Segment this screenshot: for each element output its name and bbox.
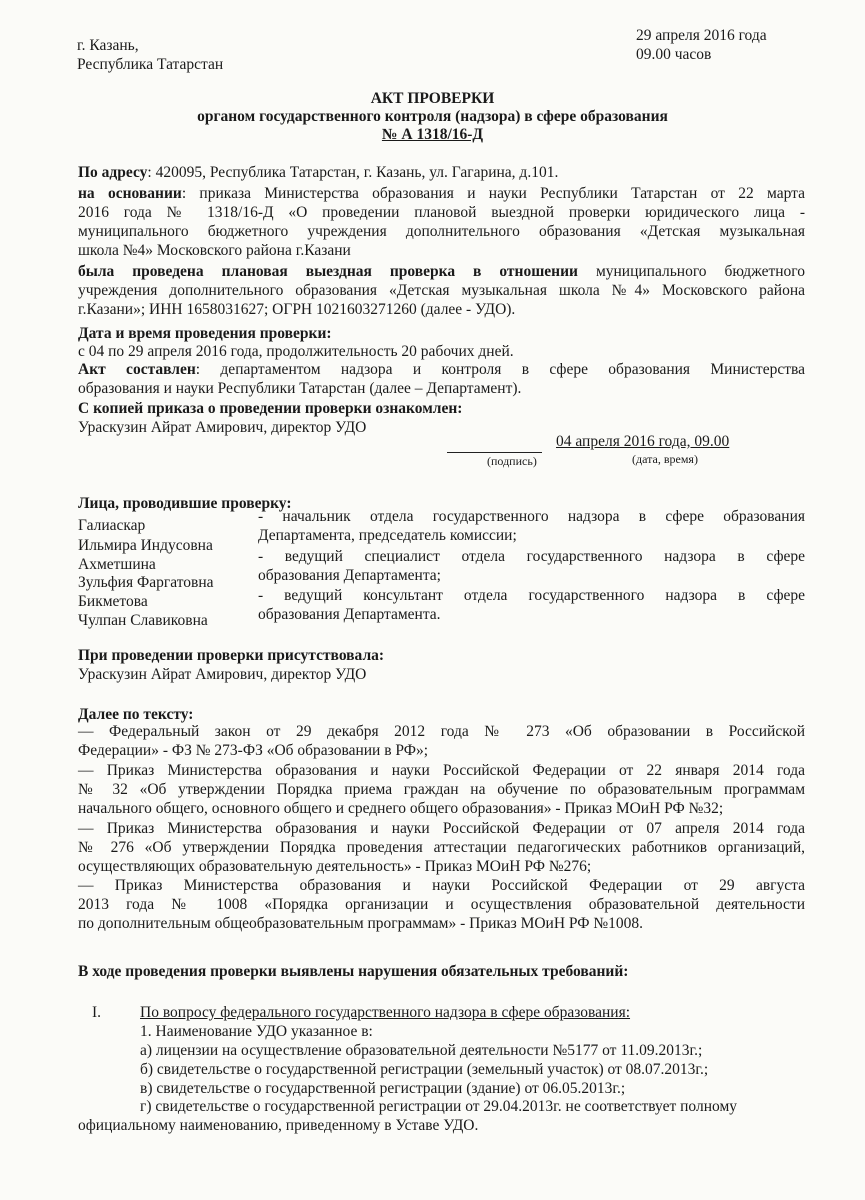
header-time: 09.00 часов bbox=[636, 46, 712, 63]
inspection-line: муниципального бюджетного bbox=[577, 263, 806, 280]
further-line: начального общего, основного общего и среднего общего образования» - Приказ МОиН РФ №32; bbox=[78, 800, 724, 817]
present-person: Ураскузин Айрат Амирович, директор УДО bbox=[78, 666, 367, 683]
further-line: — Приказ Министерства образования и науки Российской Федерации от 07 апреля 2014 года bbox=[78, 820, 805, 837]
present-label: При проведении проверки присутствовала: bbox=[78, 647, 385, 664]
inspector-role: образования Департамента. bbox=[258, 606, 441, 623]
act-label: Акт составлен bbox=[78, 361, 196, 378]
further-item bbox=[78, 722, 805, 760]
further-line: по дополнительным общеобразовательным программам» - Приказ МОиН РФ №1008. bbox=[78, 915, 644, 932]
further-line: № 276 «Об утверждении Порядка проведения аттестации педагогических работников организаций, bbox=[78, 839, 805, 856]
inspector-role: - ведущий консультант отдела государственного надзора в сфере bbox=[258, 587, 805, 604]
inspection-line: учреждения дополнительного образования «Детская музыкальная школа №4» Московского района bbox=[78, 282, 805, 299]
item-title: 1. Наименование УДО указанное в: bbox=[140, 1023, 373, 1040]
further-line: — Приказ Министерства образования и науки Российской Федерации от 22 января 2014 года bbox=[78, 762, 805, 779]
address-label: По адресу bbox=[78, 164, 148, 181]
doc-subtitle: органом государственного контроля (надзора) в сфере образования bbox=[197, 108, 668, 125]
address-line bbox=[78, 163, 558, 182]
violation-a: а) лицензии на осуществление образовательной деятельности №5177 от 11.09.2013г.; bbox=[140, 1042, 703, 1059]
further-line: № 32 «Об утверждении Порядка приема граждан на обучение по образовательным программам bbox=[78, 781, 805, 798]
familiarized-person: Ураскузин Айрат Амирович, директор УДО bbox=[78, 419, 367, 436]
inspector-role: Департамента, председатель комиссии; bbox=[258, 527, 517, 544]
further-item bbox=[78, 876, 805, 933]
familiarized-label: С копией приказа о проведении проверки ознакомлен: bbox=[78, 400, 463, 417]
inspector-role: образования Департамента; bbox=[258, 567, 441, 584]
inspectors-label: Лица, проводившие проверку: bbox=[78, 495, 292, 512]
basis-line: 2016 года № 1318/16-Д «О проведении плановой выездной проверки юридического лица - bbox=[78, 204, 805, 221]
section-number: I. bbox=[92, 1004, 102, 1021]
further-line: Федерации» - ФЗ № 273-ФЗ «Об образовании в РФ»; bbox=[78, 742, 429, 759]
further-line: — Приказ Министерства образования и науки Российской Федерации от 29 августа bbox=[78, 877, 805, 894]
basis-label: на основании bbox=[78, 185, 182, 202]
inspector-role: - начальник отдела государственного надзора в сфере образования bbox=[258, 508, 805, 525]
signature-caption: (подпись) bbox=[487, 454, 537, 468]
inspector-name: Чулпан Славиковна bbox=[78, 612, 208, 629]
inspector-name: Галиаскар bbox=[78, 517, 146, 534]
doc-title: АКТ ПРОВЕРКИ bbox=[370, 90, 495, 107]
violation-d-cont: официальному наименованию, приведенному в Уставе УДО. bbox=[78, 1117, 479, 1134]
inspector-name: Зульфия Фаргатовна bbox=[78, 574, 214, 591]
basis-block bbox=[78, 184, 805, 260]
signature-line bbox=[447, 452, 542, 453]
basis-line: : приказа Министерства образования и науки Республики Татарстан от 22 марта bbox=[181, 185, 805, 202]
address-value: : 420095, Республика Татарстан, г. Казань, ул. Гагарина, д.101. bbox=[147, 164, 559, 181]
act-line: образования и науки Республики Татарстан (далее – Департамент). bbox=[78, 380, 522, 397]
inspector-name: Ильмира Индусовна bbox=[78, 537, 213, 554]
doc-number: № А 1318/16-Д bbox=[381, 126, 484, 143]
violations-label: В ходе проведения проверки выявлены нарушения обязательных требований: bbox=[78, 963, 629, 980]
act-block bbox=[78, 360, 805, 398]
further-line: осуществляющих образовательную деятельность» - Приказ МОиН РФ №276; bbox=[78, 858, 592, 875]
signed-date: 04 апреля 2016 года, 09.00 bbox=[556, 433, 730, 450]
inspector-role: - ведущий специалист отдела государственного надзора в сфере bbox=[258, 548, 805, 565]
datetime-value: с 04 по 29 апреля 2016 года, продолжительность 20 рабочих дней. bbox=[78, 343, 514, 360]
further-line: — Федеральный закон от 29 декабря 2012 года № 273 «Об образовании в Российской bbox=[78, 723, 805, 740]
date-caption: (дата, время) bbox=[632, 452, 698, 466]
further-label: Далее по тексту: bbox=[78, 706, 194, 723]
basis-line: муниципального бюджетного учреждения дополнительного образования «Детская музыкальная bbox=[78, 223, 805, 240]
header-city: г. Казань, bbox=[77, 37, 139, 54]
inspection-block bbox=[78, 262, 805, 319]
datetime-label: Дата и время проведения проверки: bbox=[78, 325, 332, 342]
further-item bbox=[78, 819, 805, 876]
further-item bbox=[78, 761, 805, 818]
further-line: 2013 года № 1008 «Порядка организации и осуществления образовательной деятельности bbox=[78, 896, 805, 913]
violation-d: г) свидетельстве о государственной регистрации от 29.04.2013г. не соответствует полному bbox=[140, 1098, 737, 1115]
violation-b: б) свидетельстве о государственной регистрации (земельный участок) от 08.07.2013г.; bbox=[140, 1061, 709, 1078]
basis-line: школа №4» Московского района г.Казани bbox=[78, 242, 351, 259]
section-title: По вопросу федерального государственного надзора в сфере образования: bbox=[140, 1004, 631, 1021]
violation-c: в) свидетельстве о государственной регистрации (здание) от 06.05.2013г.; bbox=[140, 1080, 626, 1097]
inspection-label: была проведена плановая выездная проверка в отношении bbox=[78, 263, 578, 280]
header-region: Республика Татарстан bbox=[77, 56, 224, 73]
inspector-name: Ахметшина bbox=[78, 556, 156, 573]
act-line: : департаментом надзора и контроля в сфере образования Министерства bbox=[195, 361, 805, 378]
inspection-line: г.Казани»; ИНН 1658031627; ОГРН 1021603271260 (далее - УДО). bbox=[78, 301, 516, 318]
inspector-name: Бикметова bbox=[78, 593, 148, 610]
header-date: 29 апреля 2016 года bbox=[636, 27, 767, 44]
